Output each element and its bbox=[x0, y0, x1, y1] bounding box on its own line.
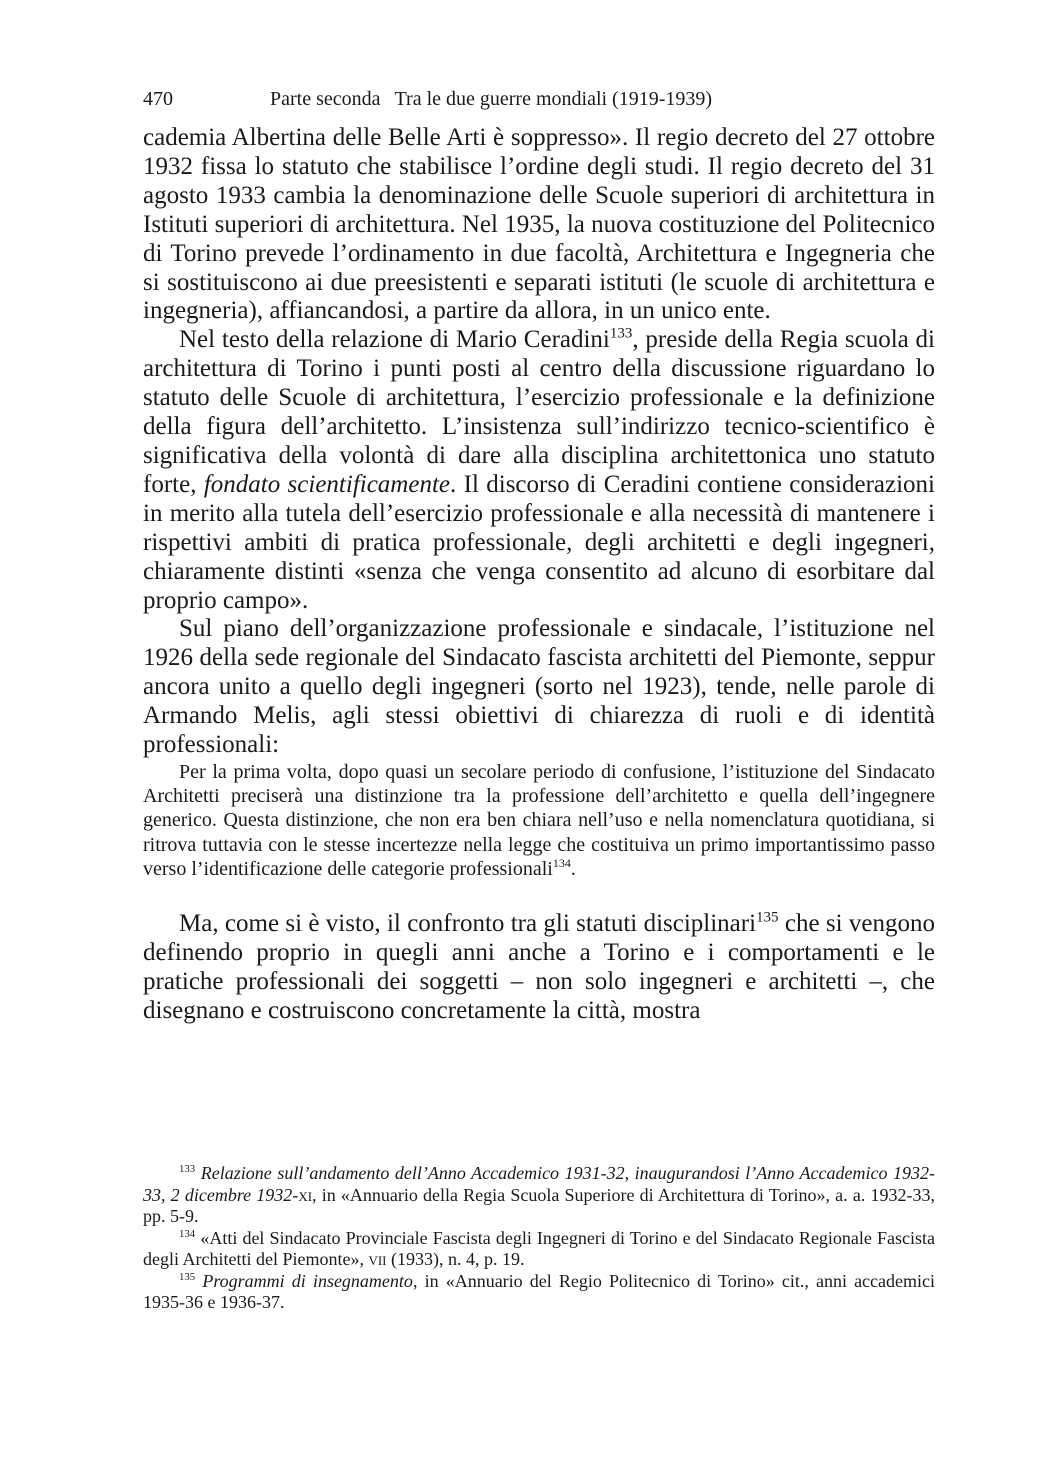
footnote-133: $^{133}$ Relazione sull’andamento dell’Anno Accademico 1931-32, inaugurandosi l’Anno Accademico 1932-33, 2 dicembre 1932-xi, in «Annuario della Regia Scuola Superiore di Architettura di Torino», a. a. 1932-33, pp. 5-9. bbox=[143, 1162, 936, 1226]
block-quote: Per la prima volta, dopo quasi un secolare periodo di confusione, l’istituzione del Sindacato Architetti preciserà una distinzione tra la professione dell’architetto e quella dell’ingegnere generico. Questa distinzione, che non era ben chiara nell’uso e nella nomenclatura quotidiana, si ritrova tuttavia con le stesse incertezze nella legge che costituiva un primo importantissimo passo verso l’identificazione delle categorie professionali$^{134}$. bbox=[143, 760, 935, 880]
running-head bbox=[143, 86, 943, 112]
footnotes bbox=[143, 1163, 935, 1314]
page-number: 470 bbox=[143, 88, 173, 110]
emphasis: fondato scientificamente bbox=[203, 470, 451, 498]
part-title: Parte seconda bbox=[270, 88, 381, 110]
paragraph-1: cademia Albertina delle Belle Arti è soppresso». Il regio decreto del 27 ottobre 1932 fissa lo statuto che stabilisce l’ordine degli studi. Il regio decreto del 31 agosto 1933 cambia la denominazione delle Scuole superiori di architettura in Istituti superiori di architettura. Nel 1935, la nuova costituzione del Politecnico di Torino prevede l’ordinamento in due facoltà, Architettura e Ingegneria che si sostituiscono ai due preesistenti e separati istituti (le scuole di architettura e ingegneria), affiancandosi, a partire da allora, in un unico ente. bbox=[143, 124, 935, 325]
section-title: Tra le due guerre mondiali (1919-1939) bbox=[394, 88, 713, 110]
footnote-ref-134[interactable]: 134 bbox=[552, 855, 571, 870]
footnote-134: $^{134}$ «Atti del Sindacato Provinciale Fascista degli Ingegneri di Torino e del Sindacato Regionale Fascista degli Architetti del Piemonte», vii (1933), n. 4, p. 19. bbox=[143, 1227, 936, 1269]
paragraph-2: Nel testo della relazione di Mario Ceradini$^{133}$, preside della Regia scuola di architettura di Torino i punti posti al centro della discussione riguardano lo statuto delle Scuole di architettura, l’esercizio professionale e la definizione della figura dell’architetto. L’insistenza sull’indirizzo tecnico-scientifico è significativa della volontà di dare alla disciplina architettonica uno statuto forte, fondato scientificamente. Il discorso di Ceradini contiene considerazioni in merito alla tutela dell’esercizio professionale e alla necessità di mantenere i rispettivi ambiti di pratica professionale, degli architetti e degli ingegneri, chiaramente distinti «senza che venga consentito ad alcuno di esorbitare dal proprio campo». bbox=[143, 325, 936, 614]
footnote-ref-135[interactable]: 135 bbox=[756, 909, 779, 926]
main-text bbox=[143, 124, 935, 1026]
paragraph-3: Sul piano dell’organizzazione professionale e sindacale, l’istituzione nel 1926 della sede regionale del Sindacato fascista architetti del Piemonte, seppur ancora unito a quello degli ingegneri (sorto nel 1923), tende, nelle parole di Armando Melis, agli stessi obiettivi di chiarezza di ruoli e di identità professionali: bbox=[143, 615, 935, 759]
footnote-ref-133[interactable]: 133 bbox=[609, 325, 633, 342]
footnote-135: $^{135}$ Programmi di insegnamento, in «Annuario del Regio Politecnico di Torino» cit., anni accademici 1935-36 e 1936-37. bbox=[143, 1270, 936, 1312]
paragraph-4: Ma, come si è visto, il confronto tra gli statuti disciplinari$^{135}$ che si vengono definendo proprio in quegli anni anche a Torino e i comportamenti e le pratiche professionali dei soggetti – non solo ingegneri e architetti –, che disegnano e costruiscono concretamente la città, mostra bbox=[143, 909, 935, 1024]
